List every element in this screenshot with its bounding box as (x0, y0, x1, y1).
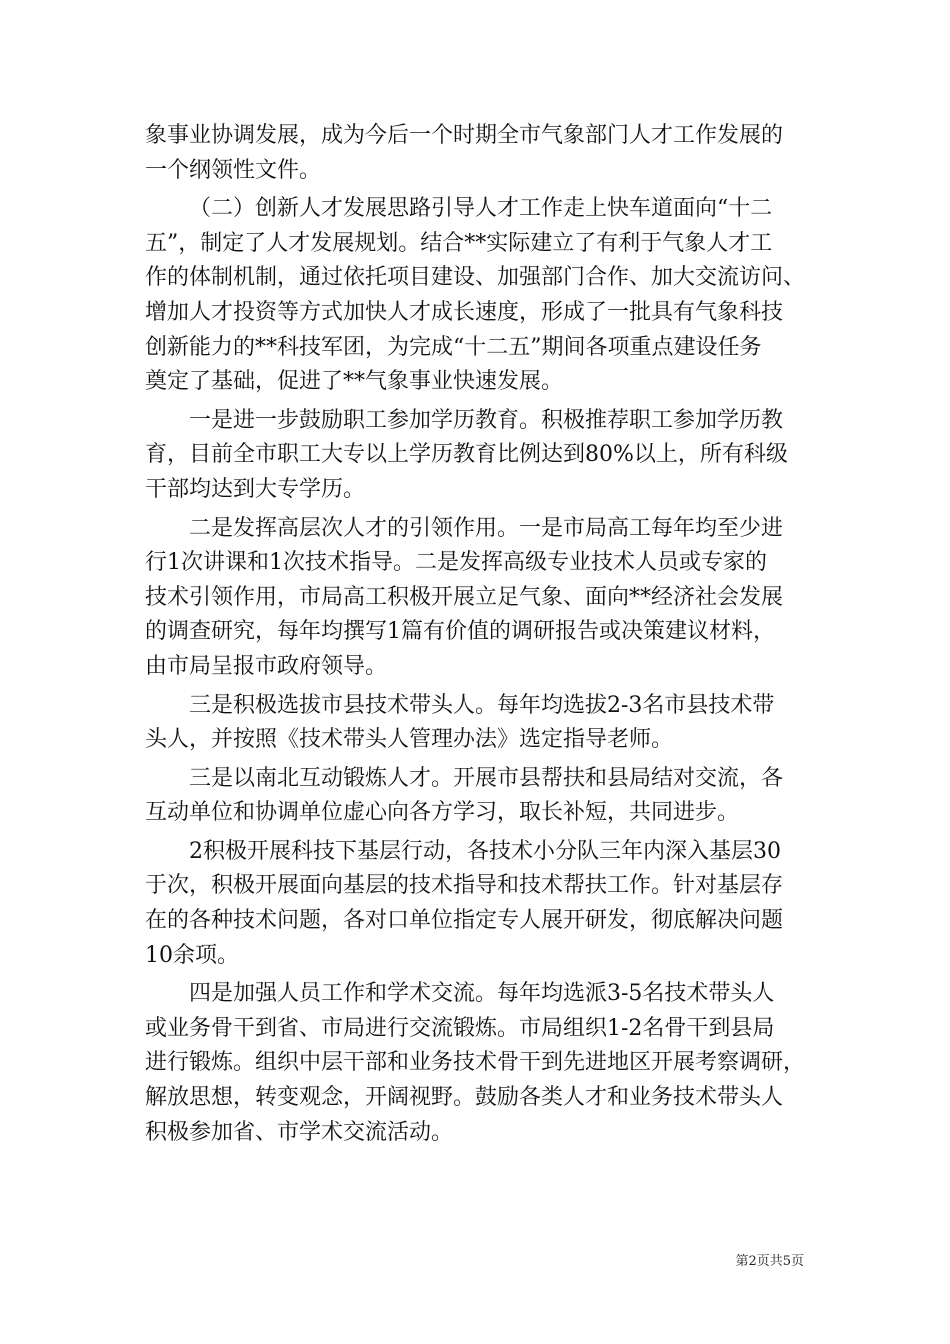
text-line: 10余项。 (145, 942, 239, 968)
text-line: 象事业协调发展，成为今后一个时期全市气象部门人才工作发展的 (145, 123, 784, 148)
text-line: 一个纲领性文件。 (145, 157, 322, 183)
text-line: 头人，并按照《技术带头人管理办法》选定指导老师。 (145, 727, 674, 753)
text-line: 三是积极选拔市县技术带头人。每年均选拔2-3名市县技术带 (189, 692, 775, 718)
text-line: 作的体制机制，通过依托项目建设、加强部门合作、加大交流访问、 (145, 265, 806, 291)
text-line: 进行锻炼。组织中层干部和业务技术骨干到先进地区开展考察调研， (145, 1050, 806, 1076)
paragraph (145, 689, 817, 758)
paragraph (145, 404, 817, 508)
text-line: 一是进一步鼓励职工参加学历教育。积极推荐职工参加学历教 (189, 407, 784, 433)
paragraph (145, 835, 817, 973)
paragraph (145, 119, 817, 188)
text-line: 技术引领作用，市局高工积极开展立足气象、面向**经济社会发展 (145, 584, 784, 610)
text-line: 增加人才投资等方式加快人才成长速度，形成了一批具有气象科技 (145, 299, 784, 325)
text-line: 五”，制定了人才发展规划。结合**实际建立了有利于气象人才工 (145, 230, 773, 256)
text-line: 由市局呈报市政府领导。 (145, 653, 388, 679)
text-line: 育，目前全市职工大专以上学历教育比例达到80%以上，所有科级 (145, 442, 788, 468)
text-line: 或业务骨干到省、市局进行交流锻炼。市局组织1-2名骨干到县局 (145, 1015, 775, 1041)
text-line: 的调查研究，每年均撰写1篇有价值的调研报告或决策建议材料， (145, 619, 775, 645)
text-line: 于次，积极开展面向基层的技术指导和技术帮扶工作。针对基层存 (145, 873, 784, 899)
text-line: 解放思想，转变观念，开阔视野。鼓励各类人才和业务技术带头人 (145, 1085, 784, 1111)
document-body (145, 119, 817, 1150)
paragraph (145, 512, 817, 685)
paragraph (145, 977, 817, 1150)
text-line: 干部均达到大专学历。 (145, 476, 366, 502)
text-line: 二是发挥高层次人才的引领作用。一是市局高工每年均至少进 (189, 515, 784, 541)
text-line: 四是加强人员工作和学术交流。每年均选派3-5名技术带头人 (189, 981, 775, 1007)
text-line: 三是以南北互动锻炼人才。开展市县帮扶和县局结对交流，各 (189, 765, 784, 791)
paragraph (145, 762, 817, 831)
text-line: 创新能力的**科技军团，为完成“十二五”期间各项重点建设任务 (145, 334, 762, 360)
page-number: 第2页共5页 (735, 1254, 804, 1269)
text-line: 互动单位和协调单位虚心向各方学习，取长补短，共同进步。 (145, 800, 740, 826)
text-line: 行1次讲课和1次技术指导。二是发挥高级专业技术人员或专家的 (145, 550, 767, 576)
text-line: 在的各种技术问题，各对口单位指定专人展开研发，彻底解决问题 (145, 908, 784, 934)
text-line: （二）创新人才发展思路引导人才工作走上快车道面向“十二 (189, 196, 773, 222)
text-line: 奠定了基础，促进了**气象事业快速发展。 (145, 369, 564, 395)
text-line: 2积极开展科技下基层行动，各技术小分队三年内深入基层30 (189, 838, 781, 864)
paragraph (145, 192, 817, 400)
text-line: 积极参加省、市学术交流活动。 (145, 1119, 454, 1145)
